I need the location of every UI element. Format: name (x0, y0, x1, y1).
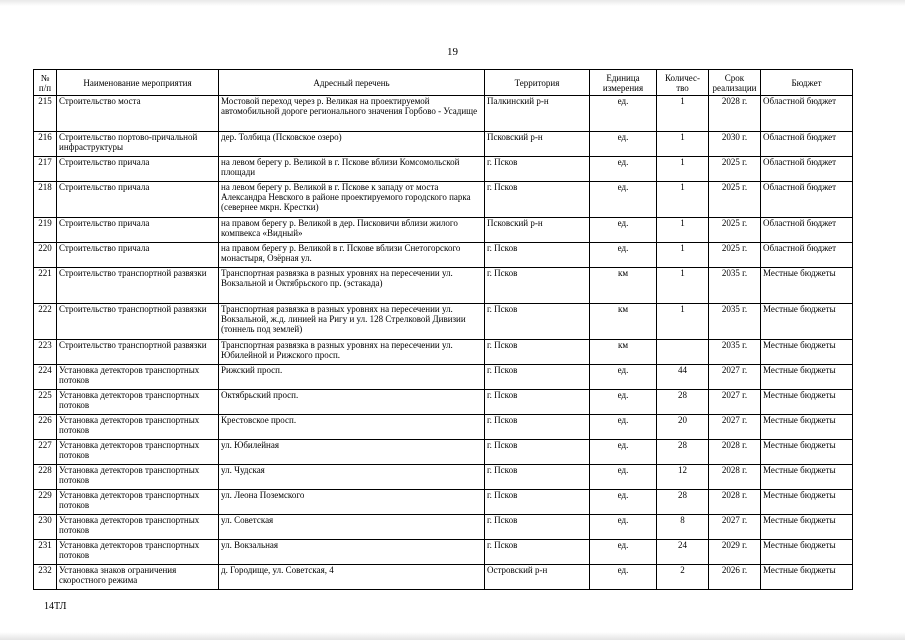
cell-term: 2027 г. (709, 415, 761, 440)
header-territory: Территория (485, 70, 590, 96)
cell-budget: Местные бюджеты (761, 490, 853, 515)
cell-name: Строительство портово-причальной инфраструктуры (57, 132, 219, 157)
events-table (33, 69, 853, 590)
header-num: № п/п (34, 70, 57, 96)
cell-address: на левом берегу р. Великой в г. Пскове вблизи Комсомольской площади (219, 157, 485, 182)
cell-address: Рижский просп. (219, 365, 485, 390)
cell-address: ул. Советская (219, 515, 485, 540)
cell-unit: км (590, 268, 657, 304)
cell-num: 228 (34, 465, 57, 490)
cell-budget: Местные бюджеты (761, 304, 853, 340)
cell-address: на левом берегу р. Великой в г. Пскове к западу от моста Александра Невского в районе проектируемого городского парка (севернее мкрн. Крестки) (219, 182, 485, 218)
cell-num: 216 (34, 132, 57, 157)
table-row (34, 157, 853, 182)
cell-num: 226 (34, 415, 57, 440)
cell-num: 227 (34, 440, 57, 465)
cell-term: 2028 г. (709, 490, 761, 515)
cell-term: 2025 г. (709, 157, 761, 182)
cell-term: 2025 г. (709, 218, 761, 243)
cell-budget: Местные бюджеты (761, 415, 853, 440)
cell-term: 2035 г. (709, 268, 761, 304)
cell-qty: 1 (657, 218, 709, 243)
cell-unit: ед. (590, 243, 657, 268)
cell-num: 230 (34, 515, 57, 540)
cell-budget: Местные бюджеты (761, 565, 853, 590)
table-row (34, 96, 853, 132)
cell-name: Строительство транспортной развязки (57, 268, 219, 304)
cell-budget: Местные бюджеты (761, 440, 853, 465)
cell-term: 2030 г. (709, 132, 761, 157)
cell-budget: Местные бюджеты (761, 390, 853, 415)
cell-address: дер. Толбица (Псковское озеро) (219, 132, 485, 157)
cell-unit: ед. (590, 440, 657, 465)
table-row (34, 440, 853, 465)
cell-unit: км (590, 304, 657, 340)
cell-territory: г. Псков (485, 490, 590, 515)
cell-address: ул. Юбилейная (219, 440, 485, 465)
cell-name: Строительство причала (57, 243, 219, 268)
cell-qty: 2 (657, 565, 709, 590)
cell-territory: г. Псков (485, 268, 590, 304)
cell-name: Установка детекторов транспортных потоков (57, 540, 219, 565)
cell-qty: 1 (657, 243, 709, 268)
cell-unit: ед. (590, 132, 657, 157)
cell-term: 2028 г. (709, 440, 761, 465)
cell-qty: 20 (657, 415, 709, 440)
cell-qty: 8 (657, 515, 709, 540)
cell-term: 2035 г. (709, 340, 761, 365)
cell-qty: 1 (657, 157, 709, 182)
cell-territory: г. Псков (485, 157, 590, 182)
cell-territory: г. Псков (485, 243, 590, 268)
cell-unit: ед. (590, 390, 657, 415)
cell-term: 2027 г. (709, 515, 761, 540)
cell-name: Установка детекторов транспортных потоков (57, 465, 219, 490)
table-row (34, 415, 853, 440)
cell-term: 2027 г. (709, 390, 761, 415)
table-row (34, 243, 853, 268)
cell-name: Установка детекторов транспортных потоков (57, 440, 219, 465)
cell-address: Транспортная развязка в разных уровнях на пересечении ул. Юбилейной и Рижского просп. (219, 340, 485, 365)
cell-address: Мостовой переход через р. Великая на проектируемой автомобильной дороге регионального значения Горбово - Усадище (219, 96, 485, 132)
table-row (34, 182, 853, 218)
cell-qty: 1 (657, 132, 709, 157)
cell-territory: г. Псков (485, 415, 590, 440)
cell-address: Крестовское просп. (219, 415, 485, 440)
scan-edge-top (0, 0, 905, 6)
cell-address: на правом берегу р. Великой в дер. Писковичи вблизи жилого компвекса «Видный» (219, 218, 485, 243)
cell-budget: Областной бюджет (761, 182, 853, 218)
cell-territory: Палкинский р-н (485, 96, 590, 132)
cell-term: 2026 г. (709, 565, 761, 590)
header-qty: Количес-тво (657, 70, 709, 96)
cell-qty: 28 (657, 490, 709, 515)
cell-territory: г. Псков (485, 304, 590, 340)
cell-qty: 1 (657, 304, 709, 340)
cell-qty: 1 (657, 268, 709, 304)
cell-territory: г. Псков (485, 515, 590, 540)
cell-name: Строительство причала (57, 157, 219, 182)
cell-name: Строительство транспортной развязки (57, 304, 219, 340)
header-budget: Бюджет (761, 70, 853, 96)
cell-unit: ед. (590, 157, 657, 182)
cell-budget: Местные бюджеты (761, 515, 853, 540)
cell-address: д. Городище, ул. Советская, 4 (219, 565, 485, 590)
cell-num: 215 (34, 96, 57, 132)
cell-budget: Местные бюджеты (761, 465, 853, 490)
cell-num: 225 (34, 390, 57, 415)
cell-budget: Местные бюджеты (761, 268, 853, 304)
header-term: Срок реализации (709, 70, 761, 96)
cell-name: Строительство причала (57, 218, 219, 243)
cell-unit: ед. (590, 490, 657, 515)
cell-unit: ед. (590, 365, 657, 390)
cell-address: ул. Леона Поземского (219, 490, 485, 515)
cell-term: 2025 г. (709, 243, 761, 268)
footer-code: 14ТЛ (44, 601, 67, 612)
cell-address: Транспортная развязка в разных уровнях на пересечении ул. Вокзальной, ж.д. линией на Ригу и ул. 128 Стрелковой Дивизии (тоннель под землей) (219, 304, 485, 340)
cell-unit: ед. (590, 565, 657, 590)
table-row (34, 340, 853, 365)
cell-territory: г. Псков (485, 340, 590, 365)
cell-unit: ед. (590, 465, 657, 490)
cell-unit: ед. (590, 540, 657, 565)
header-address: Адресный перечень (219, 70, 485, 96)
cell-num: 220 (34, 243, 57, 268)
cell-num: 224 (34, 365, 57, 390)
cell-budget: Областной бюджет (761, 96, 853, 132)
cell-name: Установка детекторов транспортных потоков (57, 490, 219, 515)
table-row (34, 218, 853, 243)
cell-budget: Областной бюджет (761, 243, 853, 268)
cell-num: 221 (34, 268, 57, 304)
cell-territory: г. Псков (485, 465, 590, 490)
cell-qty: 28 (657, 440, 709, 465)
cell-address: ул. Чудская (219, 465, 485, 490)
cell-qty: 1 (657, 96, 709, 132)
cell-term: 2025 г. (709, 182, 761, 218)
header-name: Наименование мероприятия (57, 70, 219, 96)
cell-num: 218 (34, 182, 57, 218)
cell-term: 2028 г. (709, 465, 761, 490)
cell-budget: Областной бюджет (761, 218, 853, 243)
cell-territory: г. Псков (485, 365, 590, 390)
cell-qty: 24 (657, 540, 709, 565)
cell-qty: 44 (657, 365, 709, 390)
cell-unit: км (590, 340, 657, 365)
page-number: 19 (447, 46, 458, 58)
cell-budget: Областной бюджет (761, 132, 853, 157)
cell-name: Установка детекторов транспортных потоков (57, 415, 219, 440)
table-row (34, 490, 853, 515)
cell-territory: г. Псков (485, 390, 590, 415)
cell-territory: г. Псков (485, 182, 590, 218)
cell-num: 223 (34, 340, 57, 365)
cell-name: Строительство моста (57, 96, 219, 132)
cell-address: Октябрьский просп. (219, 390, 485, 415)
cell-num: 232 (34, 565, 57, 590)
cell-budget: Областной бюджет (761, 157, 853, 182)
table-row (34, 268, 853, 304)
cell-budget: Местные бюджеты (761, 340, 853, 365)
table-row (34, 390, 853, 415)
cell-name: Строительство транспортной развязки (57, 340, 219, 365)
cell-address: ул. Вокзальная (219, 540, 485, 565)
cell-qty (657, 340, 709, 365)
cell-num: 229 (34, 490, 57, 515)
cell-term: 2028 г. (709, 96, 761, 132)
scan-edge-bottom (0, 632, 905, 640)
cell-address: Транспортная развязка в разных уровнях на пересечении ул. Вокзальной и Октябрьского пр. (эстакада) (219, 268, 485, 304)
cell-unit: ед. (590, 218, 657, 243)
table-row (34, 565, 853, 590)
cell-qty: 1 (657, 182, 709, 218)
cell-term: 2027 г. (709, 365, 761, 390)
cell-term: 2029 г. (709, 540, 761, 565)
cell-budget: Местные бюджеты (761, 540, 853, 565)
cell-num: 217 (34, 157, 57, 182)
table-row (34, 540, 853, 565)
cell-unit: ед. (590, 96, 657, 132)
cell-name: Установка детекторов транспортных потоков (57, 515, 219, 540)
table-row (34, 365, 853, 390)
cell-territory: г. Псков (485, 540, 590, 565)
cell-name: Установка детекторов транспортных потоков (57, 390, 219, 415)
cell-budget: Местные бюджеты (761, 365, 853, 390)
cell-term: 2035 г. (709, 304, 761, 340)
table-header-row (34, 70, 853, 96)
cell-name: Установка знаков ограничения скоростного режима (57, 565, 219, 590)
cell-territory: г. Псков (485, 440, 590, 465)
cell-num: 231 (34, 540, 57, 565)
table-row (34, 465, 853, 490)
header-unit: Единица измерения (590, 70, 657, 96)
table-row (34, 515, 853, 540)
cell-unit: ед. (590, 515, 657, 540)
table-row (34, 132, 853, 157)
cell-name: Строительство причала (57, 182, 219, 218)
cell-territory: Псковский р-н (485, 132, 590, 157)
cell-qty: 12 (657, 465, 709, 490)
cell-unit: ед. (590, 182, 657, 218)
cell-territory: Островский р-н (485, 565, 590, 590)
cell-num: 222 (34, 304, 57, 340)
cell-num: 219 (34, 218, 57, 243)
cell-unit: ед. (590, 415, 657, 440)
cell-name: Установка детекторов транспортных потоков (57, 365, 219, 390)
cell-territory: Псковский р-н (485, 218, 590, 243)
cell-qty: 28 (657, 390, 709, 415)
table-row (34, 304, 853, 340)
cell-address: на правом берегу р. Великой в г. Пскове вблизи Снетогорского монастыря, Озёрная ул. (219, 243, 485, 268)
